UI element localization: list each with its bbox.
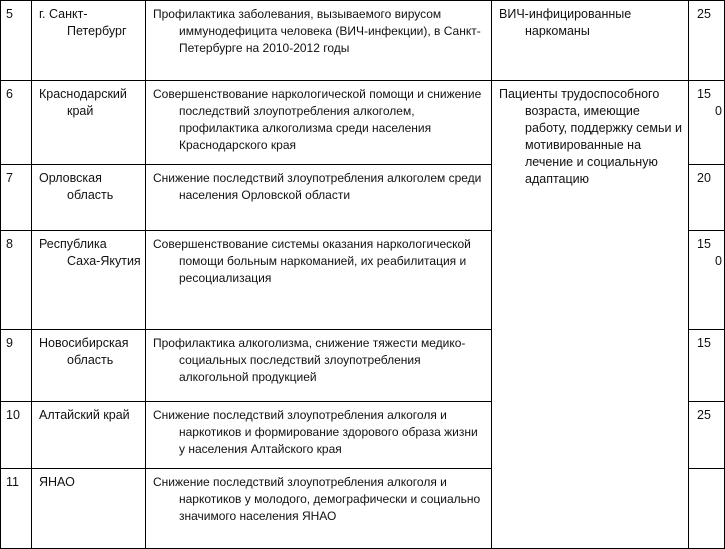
program-title-cell: [146, 402, 492, 469]
row-number: 11: [1, 469, 32, 549]
amount-overflow: 0: [715, 104, 722, 118]
amount-value: 15: [697, 336, 711, 350]
program-title: Профилактика алкоголизма, снижение тяжести медико-социальных последствий злоупотребления алкогольной продукцией: [153, 336, 466, 384]
target-group-cell: [492, 81, 689, 549]
program-title: Совершенствование системы оказания наркологической помощи больным наркоманией, их реабилитация и ресоциализация: [153, 237, 471, 285]
program-title: Совершенствование наркологической помощи и снижение последствий злоупотребления алкоголем, профилактика алкоголизма среди населения Краснодарского края: [153, 87, 482, 152]
amount-value: 15: [697, 237, 711, 251]
row-number: 10: [1, 402, 32, 469]
program-title-cell: [146, 165, 492, 231]
amount-cell: [689, 81, 725, 165]
target-group-cell: [492, 1, 689, 81]
table-row: [1, 1, 725, 81]
program-title-cell: [146, 1, 492, 81]
program-title-cell: [146, 469, 492, 549]
program-title: Снижение последствий злоупотребления алкоголя и наркотиков и формирование здорового образа жизни у населения Алтайского края: [153, 408, 478, 456]
amount-cell: [689, 165, 725, 231]
region-cell: [32, 469, 146, 549]
row-number: 7: [1, 165, 32, 231]
target-group: Пациенты трудоспособного возраста, имеющие работу, поддержку семьи и мотивированные на лечение и социальную адаптацию: [499, 87, 682, 186]
row-number: 8: [1, 231, 32, 330]
amount-cell: [689, 231, 725, 330]
program-title: Профилактика заболевания, вызываемого вирусом иммунодефицита человека (ВИЧ-инфекции), в Санкт-Петербурге на 2010-2012 годы: [153, 7, 481, 55]
row-number: 9: [1, 330, 32, 402]
amount-value: 20: [697, 171, 711, 185]
region-cell: [32, 402, 146, 469]
region-name: Орловская область: [39, 171, 114, 202]
region-cell: [32, 165, 146, 231]
program-title: Снижение последствий злоупотребления алкоголя и наркотиков у молодого, демографически и социально значимого населения ЯНАО: [153, 475, 481, 523]
region-name: г. Санкт-Петербург: [39, 7, 127, 38]
amount-cell: [689, 1, 725, 81]
region-name: Новосибирская область: [39, 336, 129, 367]
amount-value: 15: [697, 87, 711, 101]
region-cell: [32, 231, 146, 330]
program-title-cell: [146, 231, 492, 330]
region-cell: [32, 330, 146, 402]
row-number: 5: [1, 1, 32, 81]
row-number: 6: [1, 81, 32, 165]
region-name: Республика Саха-Якутия: [39, 237, 141, 268]
amount-value: 25: [697, 7, 711, 21]
region-name: ЯНАО: [39, 475, 75, 489]
amount-value: 25: [697, 408, 711, 422]
amount-cell: [689, 402, 725, 469]
region-cell: [32, 1, 146, 81]
region-cell: [32, 81, 146, 165]
amount-cell: [689, 330, 725, 402]
target-group: ВИЧ-инфицированные наркоманы: [499, 7, 632, 38]
region-name: Алтайский край: [39, 408, 130, 422]
program-title: Снижение последствий злоупотребления алкоголем среди населения Орловской области: [153, 171, 482, 202]
amount-overflow: 0: [715, 254, 722, 268]
region-name: Краснодарский край: [39, 87, 127, 118]
program-title-cell: [146, 330, 492, 402]
program-title-cell: [146, 81, 492, 165]
target-group-cell: [689, 469, 725, 549]
table-row: [1, 81, 725, 165]
